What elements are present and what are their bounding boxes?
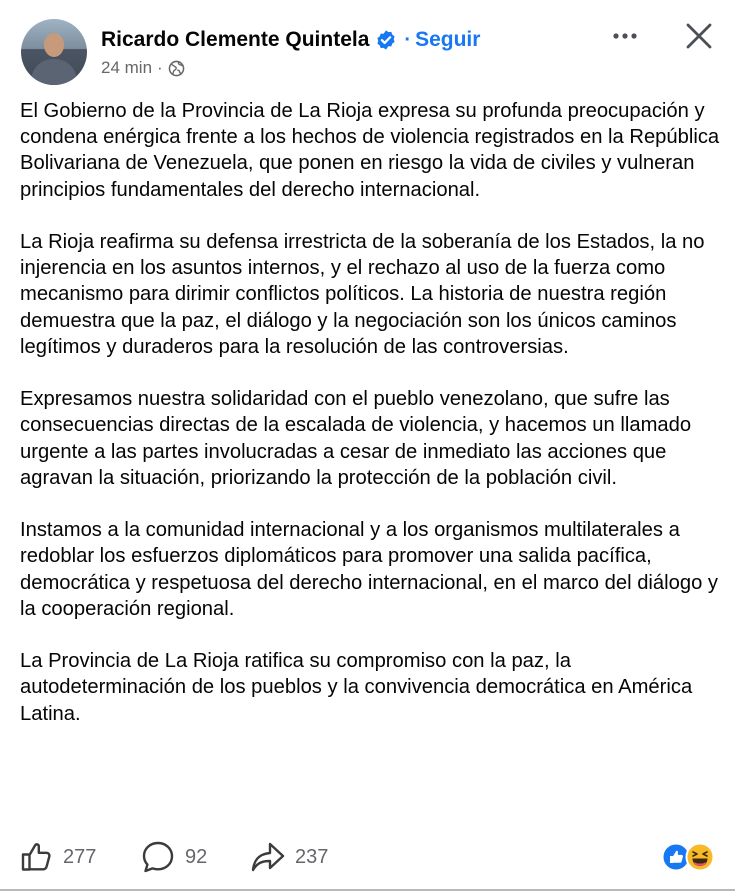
globe-icon (168, 60, 185, 77)
avatar-shoulders (31, 59, 77, 85)
comment-icon (140, 839, 176, 875)
share-count: 237 (295, 845, 329, 868)
comment-button[interactable] (140, 832, 207, 882)
post-time[interactable]: 24 min (101, 58, 153, 77)
reactions[interactable] (660, 842, 720, 872)
post-paragraph: La Provincia de La Rioja ratifica su compromiso con la paz, la autodeterminación de los pueblos y la convivencia democrática en América Latina. (20, 650, 693, 725)
post-paragraph: Expresamos nuestra solidaridad con el pueblo venezolano, que sufre las consecuencias directas de la escalada de violencia, y hacemos un llamado urgente a las partes involucradas a cesar de inmediato las acciones que agravan la situación, priorizando la protección de la población civil. (20, 388, 692, 489)
like-reaction-icon (663, 844, 690, 871)
author-name[interactable]: Ricardo Clemente Quintela (101, 28, 370, 51)
avatar-face (44, 33, 64, 57)
divider (0, 889, 735, 891)
like-icon (20, 840, 54, 874)
post-header (0, 0, 735, 96)
avatar[interactable] (21, 19, 87, 85)
share-icon (250, 840, 286, 874)
post-text (20, 98, 720, 753)
post-paragraph: La Rioja reafirma su defensa irrestricta de la soberanía de los Estados, la no injerencia en los asuntos internos, y el rechazo al uso de la fuerza como mecanismo para dirimir conflictos políticos. La historia de nuestra región demuestra que la paz, el diálogo y la negociación son los únicos caminos legítimos y duraderos para la resolución de las controversias. (20, 231, 705, 358)
more-options-icon[interactable] (608, 22, 642, 50)
close-icon[interactable] (683, 20, 715, 52)
post-meta (101, 57, 185, 79)
meta-separator: · (157, 58, 163, 77)
author-row (101, 26, 480, 54)
comment-count: 92 (185, 845, 208, 868)
share-button[interactable] (250, 832, 328, 882)
verified-badge-icon (375, 29, 397, 51)
post-paragraph: El Gobierno de la Provincia de La Rioja expresa su profunda preocupación y condena enérgica frente a los hechos de violencia registrados en la República Bolivariana de Venezuela, que ponen en riesgo la vida de civiles y vulneran principios fundamentales del derecho internacional. (20, 100, 720, 201)
like-button[interactable] (20, 832, 96, 882)
post-paragraph: Instamos a la comunidad internacional y a los organismos multilaterales a redoblar los esfuerzos diplomáticos para promover una salida pacífica, democrática y respetuosa del derecho internacional, en el marco del diálogo y la cooperación regional. (20, 519, 718, 620)
follow-button[interactable]: Seguir (415, 28, 481, 51)
like-count: 277 (63, 845, 97, 868)
haha-reaction-icon (687, 844, 714, 871)
name-separator: · (404, 28, 412, 51)
post-actions (0, 832, 735, 882)
